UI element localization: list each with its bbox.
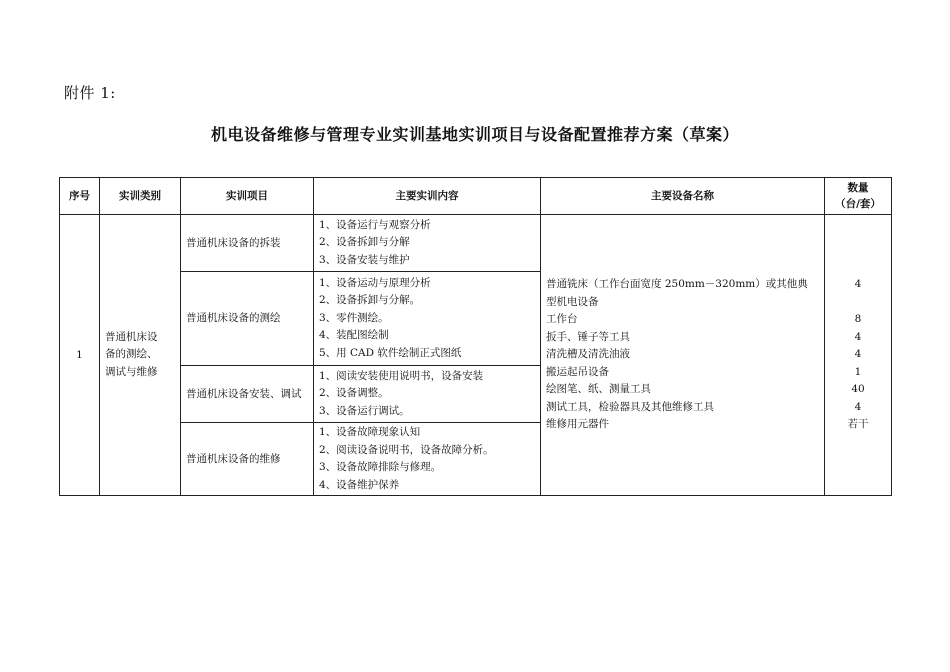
training-content (314, 215, 541, 272)
quantity-value: 4 (854, 348, 862, 361)
category-line: 调试与维修 (105, 365, 158, 378)
header-project: 实训项目 (181, 178, 314, 215)
equipment-line: 普通铣床（工作台面宽度 250mm－320mm）或其他典 (546, 278, 808, 291)
category-line: 备的测绘、 (105, 348, 158, 361)
quantity-list (825, 215, 892, 496)
quantity-value: 4 (854, 278, 862, 291)
equipment-line: 绘图笔、纸、测量工具 (546, 383, 651, 396)
content-line: 2、设备拆卸与分解 (319, 236, 410, 249)
table-body (60, 215, 892, 496)
training-project: 普通机床设备安装、调试 (181, 366, 314, 423)
training-content (314, 423, 541, 496)
header-row (60, 178, 892, 215)
training-content (314, 366, 541, 423)
training-content (314, 272, 541, 366)
equipment-line: 扳手、锤子等工具 (546, 330, 630, 343)
category-line: 普通机床设 (105, 330, 158, 343)
attachment-label: 附件 1: (64, 84, 116, 102)
header-content: 主要实训内容 (314, 178, 541, 215)
equipment-line: 测试工具，检验器具及其他维修工具 (546, 400, 714, 413)
equipment-list (541, 215, 825, 496)
content-line: 1、设备运动与原理分析 (319, 276, 431, 289)
quantity-value: 若干 (847, 418, 869, 431)
content-line: 4、装配图绘制 (319, 329, 389, 342)
content-line: 3、零件测绘。 (319, 311, 389, 324)
training-project: 普通机床设备的维修 (181, 423, 314, 496)
row-number: 1 (60, 215, 100, 496)
quantity-value: 1 (854, 365, 862, 378)
content-line: 3、设备故障排除与修理。 (319, 461, 442, 473)
header-quantity-line1: 数量 (847, 182, 869, 194)
training-project: 普通机床设备的拆装 (181, 215, 314, 272)
content-line: 4、设备维护保养 (319, 478, 400, 491)
header-equipment: 主要设备名称 (541, 178, 825, 215)
header-category: 实训类别 (100, 178, 181, 215)
quantity-value: 4 (854, 400, 862, 413)
content-line: 2、设备拆卸与分解。 (319, 294, 421, 307)
content-line: 3、设备安装与维护 (319, 253, 410, 266)
table-row (60, 215, 892, 272)
content-line: 2、设备调整。 (319, 387, 389, 400)
document-title: 机电设备维修与管理专业实训基地实训项目与设备配置推荐方案（草案） (210, 125, 739, 144)
table-header (60, 178, 892, 215)
quantity-value: 40 (851, 383, 865, 396)
quantity-value: 4 (854, 330, 862, 343)
training-plan-table (59, 177, 892, 496)
content-line: 1、阅读安装使用说明书，设备安装 (319, 369, 484, 382)
content-line: 1、设备故障现象认知 (319, 426, 421, 438)
header-quantity-line2: （台/套） (835, 198, 881, 210)
equipment-line: 型机电设备 (546, 295, 599, 308)
equipment-line: 搬运起吊设备 (546, 365, 609, 378)
content-line: 3、设备运行调试。 (319, 404, 410, 417)
training-project: 普通机床设备的测绘 (181, 272, 314, 366)
quantity-value: 8 (854, 313, 862, 326)
header-no: 序号 (60, 178, 100, 215)
header-quantity (825, 178, 892, 215)
equipment-line: 工作台 (546, 313, 578, 326)
content-line: 5、用 CAD 软件绘制正式图纸 (319, 346, 462, 359)
content-line: 2、阅读设备说明书，设备故障分析。 (319, 443, 494, 456)
training-category (100, 215, 181, 496)
equipment-line: 维修用元器件 (546, 418, 609, 431)
content-line: 1、设备运行与观察分析 (319, 218, 431, 231)
equipment-line: 清洗槽及清洗油液 (546, 348, 630, 361)
